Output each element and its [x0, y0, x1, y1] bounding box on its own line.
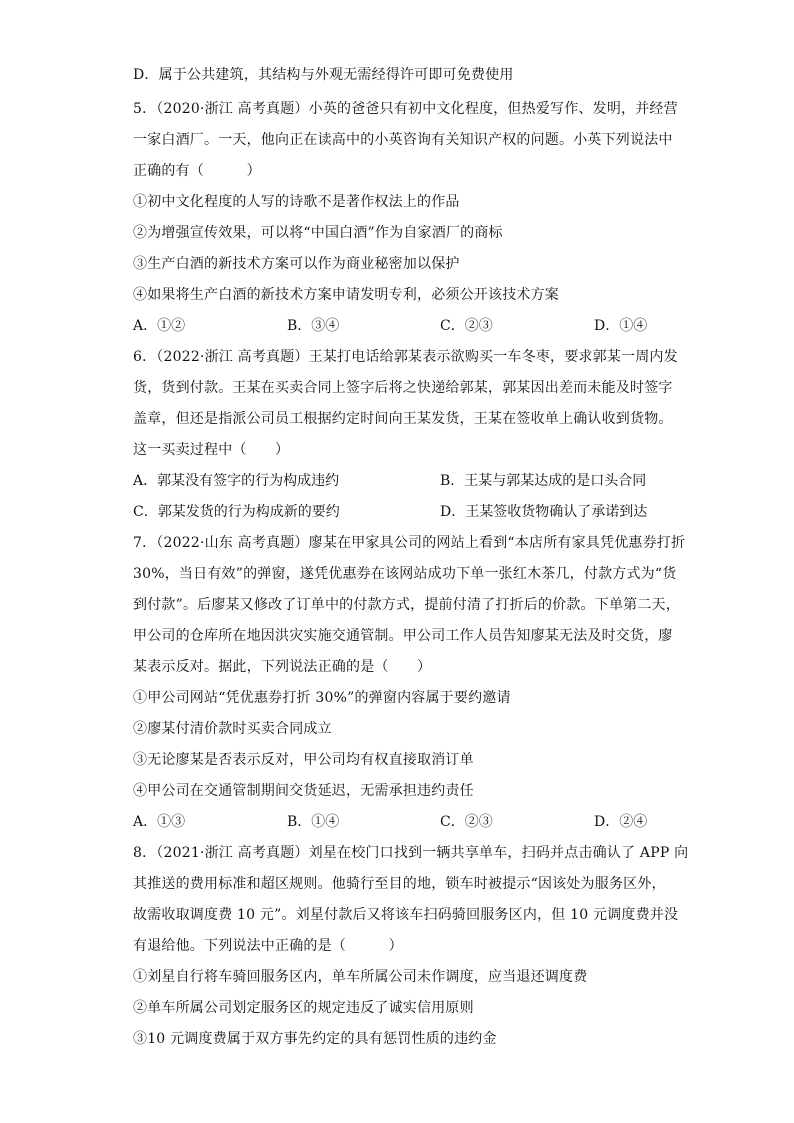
q8-stem-line: 故需收取调度费 10 元”。刘星付款后又将该车扫码骑回服务区内，但 10 元调度费并没 [133, 907, 679, 923]
q7-option-c: C．②③ [440, 814, 493, 830]
q7-stem-line: 甲公司的仓库所在地因洪灾实施交通管制。甲公司工作人员告知廖某无法及时交货，廖 [133, 628, 673, 644]
q8-stem-line: 有退给他。下列说法中正确的是（ ） [133, 938, 403, 954]
q7-stem-line: 某表示反对。据此，下列说法正确的是（ ） [133, 659, 432, 675]
q8-statement: ③10 元调度费属于双方事先约定的具有惩罚性质的违约金 [133, 1031, 497, 1047]
q6-stem-line: 盖章，但还是指派公司员工根据约定时间向王某发货，王某在签收单上确认收到货物。 [133, 411, 673, 427]
q7-stem-line: 到付款”。后廖某又修改了订单中的付款方式，提前付清了打折后的价款。下单第二天， [133, 597, 680, 613]
q7-option-b: B．①④ [287, 814, 340, 830]
q8-stem-line: 其推送的费用标准和超区规则。他骑行至目的地，锁车时被提示“因该处为服务区外， [133, 876, 666, 892]
q8-statement: ①刘星自行将车骑回服务区内，单车所属公司未作调度，应当退还调度费 [133, 969, 588, 985]
q7-option-a: A．①③ [133, 814, 186, 830]
q7-statement: ②廖某付清价款时买卖合同成立 [133, 721, 332, 737]
q5-stem-line: 一家白酒厂。一天，他向正在读高中的小英咨询有关知识产权的问题。小英下列说法中 [133, 132, 673, 148]
q7-statement: ③无论廖某是否表示反对，甲公司均有权直接取消订单 [133, 752, 474, 768]
q5-option-c: C．②③ [440, 318, 493, 334]
q7-stem-line: 7．（2022·山东 高考真题）廖某在甲家具公司的网站上看到“本店所有家具凭优惠券打折 [133, 535, 686, 551]
q7-stem-line: 30%，当日有效”的弹窗，遂凭优惠券在该网站成功下单一张红木茶几，付款方式为“货 [133, 566, 677, 582]
q6-option-c: C．郭某发货的行为构成新的要约 [133, 504, 340, 520]
q5-option-a: A．①② [133, 318, 186, 334]
q6-option-a: A．郭某没有签字的行为构成违约 [133, 473, 340, 489]
q7-option-d: D．②④ [594, 814, 648, 830]
q8-stem-line: 8．（2021·浙江 高考真题）刘星在校门口找到一辆共享单车，扫码并点击确认了 APP 向 [133, 845, 689, 861]
q5-statement: ④如果将生产白酒的新技术方案申请发明专利，必须公开该技术方案 [133, 287, 559, 303]
q6-stem-line: 6．（2022·浙江 高考真题）王某打电话给郭某表示欲购买一车冬枣，要求郭某一周内发 [133, 349, 678, 365]
q6-option-d: D．王某签收货物确认了承诺到达 [440, 504, 648, 520]
q6-option-b: B．王某与郭某达成的是口头合同 [440, 473, 647, 489]
q5-option-d: D．①④ [594, 318, 648, 334]
q5-stem-line: 正确的有（ ） [133, 163, 261, 179]
q6-stem-line: 这一买卖过程中（ ） [133, 442, 290, 458]
q7-statement: ④甲公司在交通管制期间交货延迟，无需承担违约责任 [133, 783, 474, 799]
q5-statement: ①初中文化程度的人写的诗歌不是著作权法上的作品 [133, 194, 460, 210]
q5-option-b: B．③④ [287, 318, 340, 334]
q8-statement: ②单车所属公司划定服务区的规定违反了诚实信用原则 [133, 1000, 474, 1016]
q6-stem-line: 货，货到付款。王某在买卖合同上签字后将之快递给郭某，郭某因出差而未能及时签字 [133, 380, 673, 396]
q5-statement: ②为增强宣传效果，可以将“中国白酒”作为自家酒厂的商标 [133, 225, 503, 241]
q5-statement: ③生产白酒的新技术方案可以作为商业秘密加以保护 [133, 256, 460, 272]
prev-option-d: D．属于公共建筑，其结构与外观无需经得许可即可免费使用 [133, 67, 514, 83]
q7-statement: ①甲公司网站“凭优惠券打折 30%”的弹窗内容属于要约邀请 [133, 690, 511, 706]
q5-stem-line: 5．（2020·浙江 高考真题）小英的爸爸只有初中文化程度，但热爱写作、发明，并经营 [133, 101, 678, 117]
